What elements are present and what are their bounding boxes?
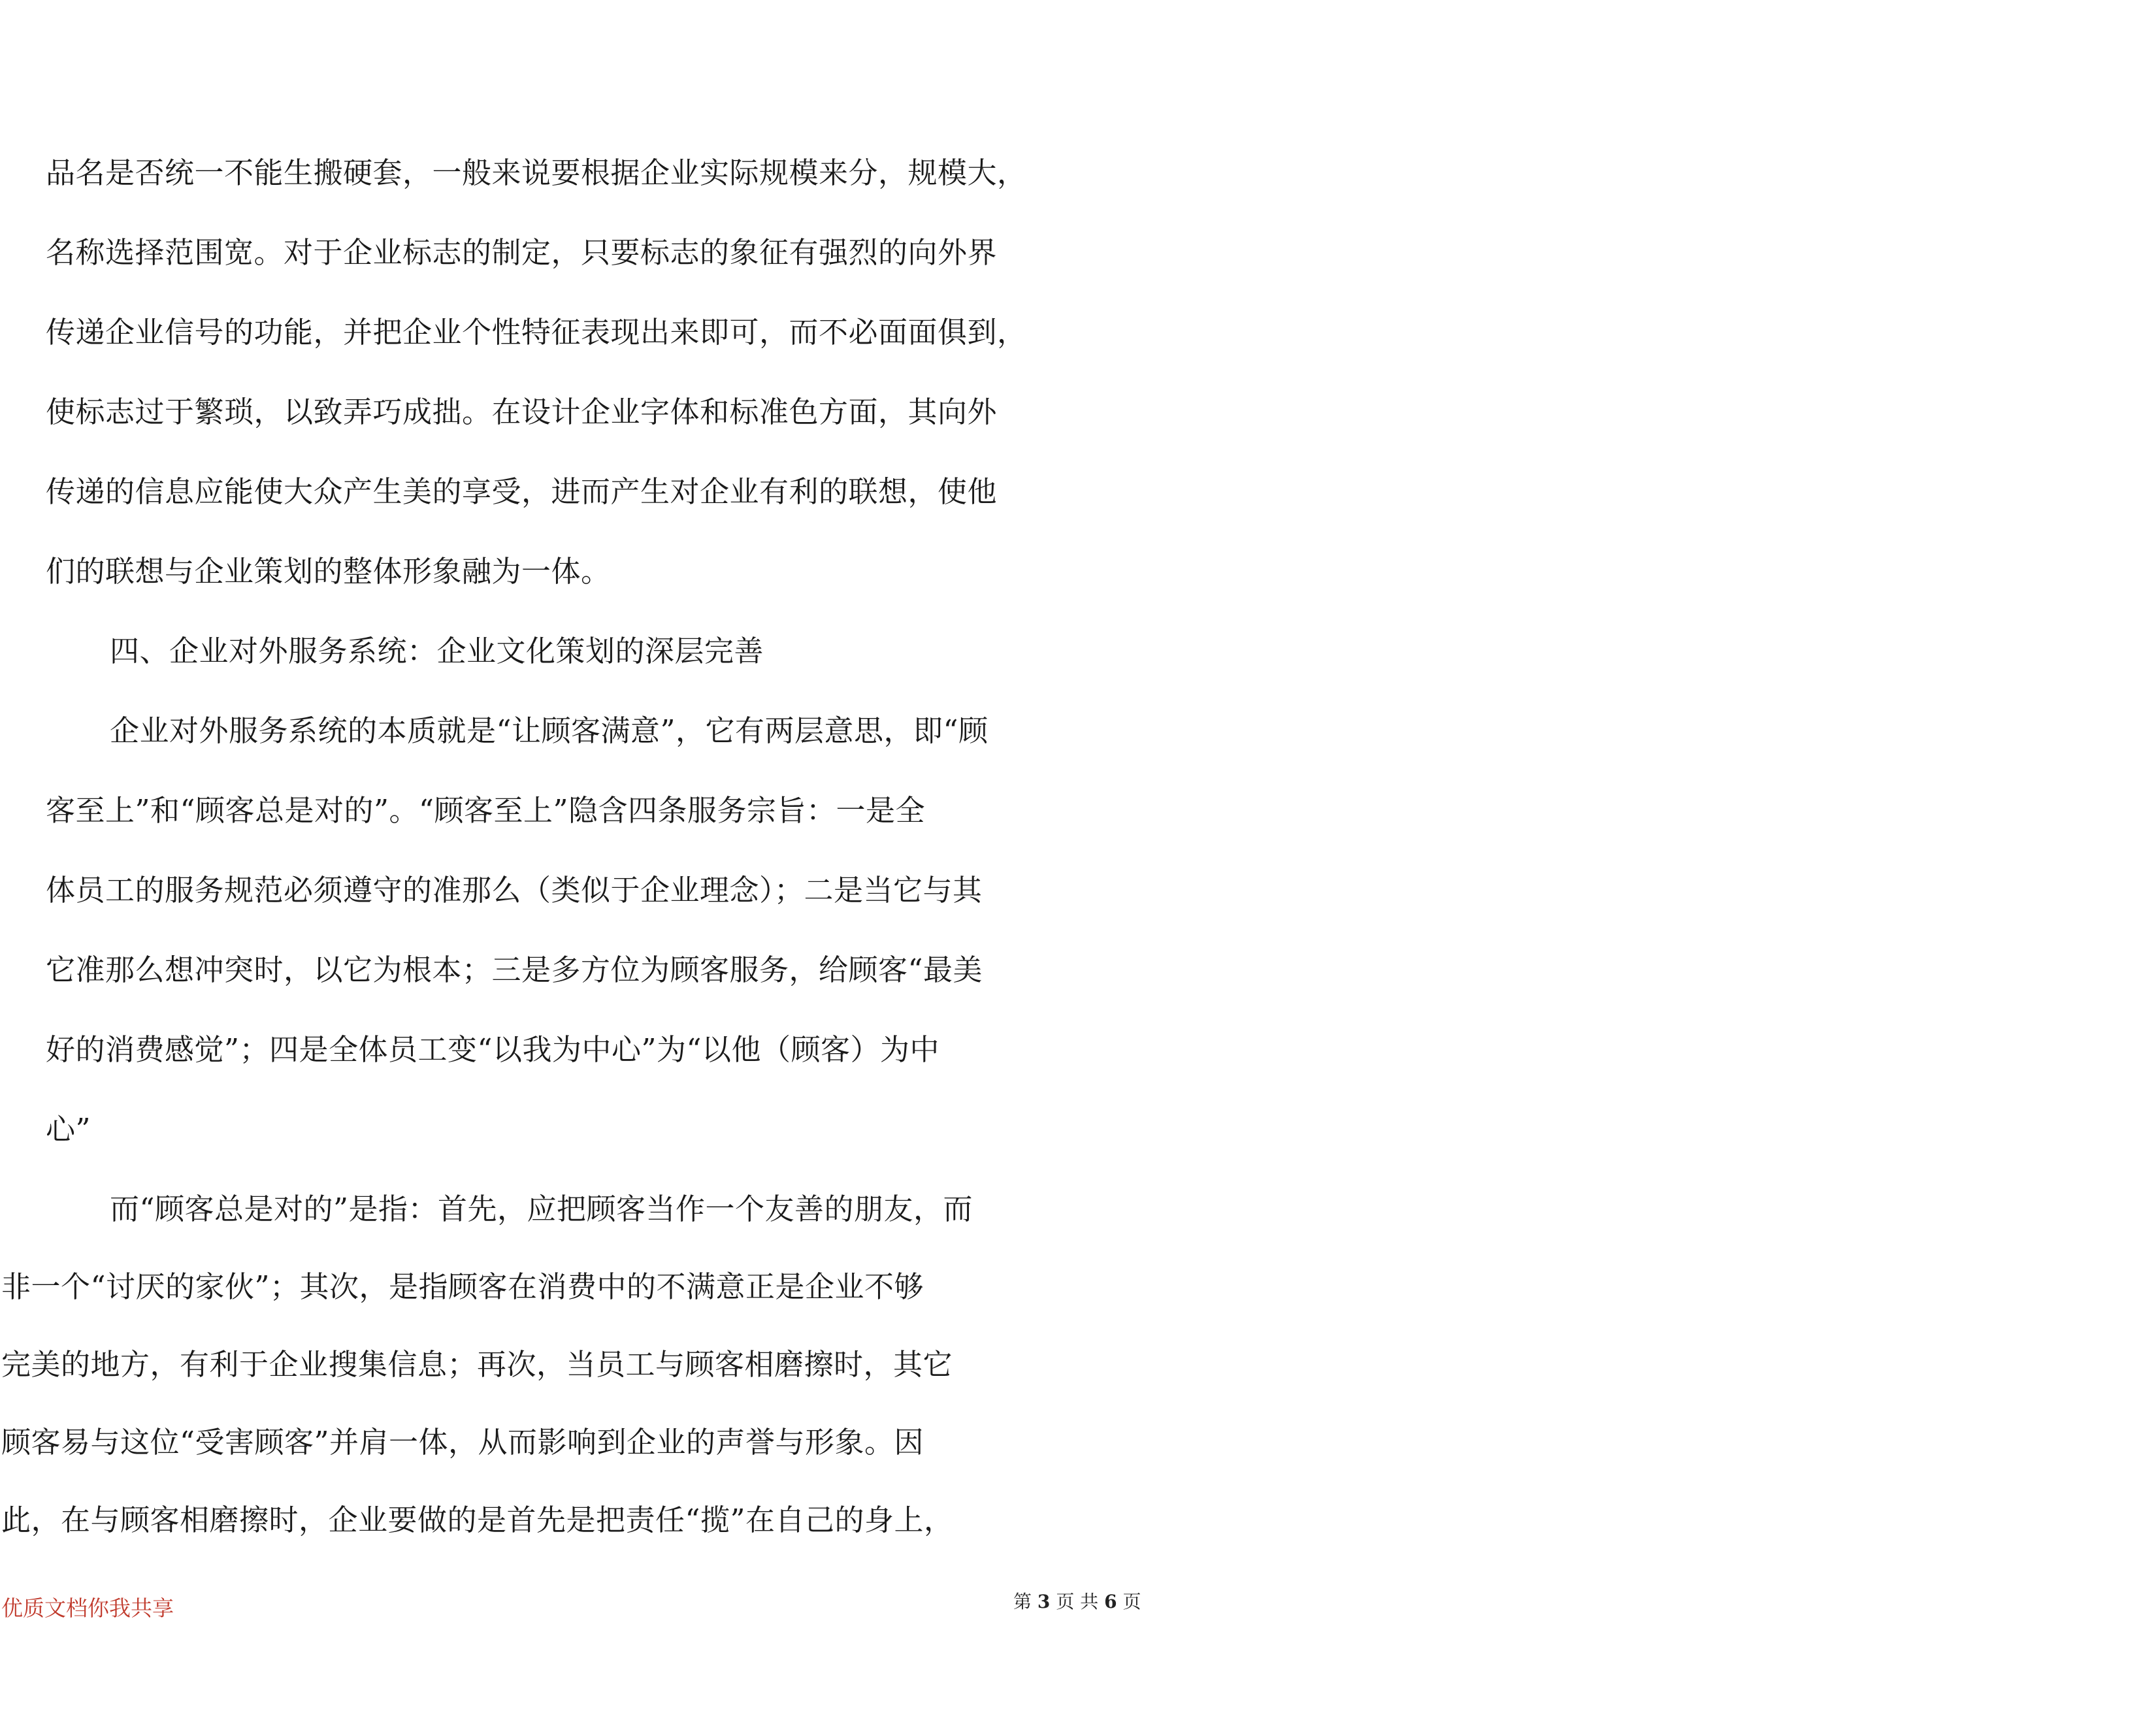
page-total: 6: [1104, 1591, 1117, 1612]
text-line: 使标志过于繁琐，以致弄巧成拙。在设计企业字体和标准色方面，其向外: [46, 395, 998, 429]
text-line: 而“顾客总是对的”是指：首先，应把顾客当作一个友善的朋友，而: [110, 1192, 973, 1226]
text-line: 此，在与顾客相磨擦时，企业要做的是首先是把责任“揽”在自己的身上，: [1, 1503, 954, 1537]
text-line: 企业对外服务系统的本质就是“让顾客满意”，它有两层意思，即“顾: [110, 713, 988, 748]
text-line: 非一个“讨厌的家伙”；其次，是指顾客在消费中的不满意正是企业不够: [1, 1269, 924, 1304]
page-current: 3: [1037, 1591, 1051, 1612]
text-line: 好的消费感觉”；四是全体员工变“以我为中心”为“以他（顾客）为中: [46, 1032, 940, 1067]
text-line: 心”: [46, 1112, 91, 1147]
page-number: [1013, 1588, 1141, 1614]
text-line: 们的联想与企业策划的整体形象融为一体。: [46, 554, 611, 589]
text-line: 体员工的服务规范必须遵守的准那么（类似于企业理念）；二是当它与其: [46, 873, 983, 907]
text-line: 客至上”和“顾客总是对的”。“顾客至上”隐含四条服务宗旨：一是全: [46, 793, 926, 828]
text-line: 传递企业信号的功能，并把企业个性特征表现出来即可，而不必面面俱到，: [46, 315, 1027, 350]
section-heading: 四、企业对外服务系统：企业文化策划的深层完善: [110, 634, 764, 668]
text-line: 完美的地方，有利于企业搜集信息；再次，当员工与顾客相磨擦时，其它: [1, 1347, 953, 1382]
text-line: 名称选择范围宽。对于企业标志的制定，只要标志的象征有强烈的向外界: [46, 235, 998, 270]
text-line: 传递的信息应能使大众产生美的享受，进而产生对企业有利的联想，使他: [46, 474, 998, 509]
footer-watermark: 优质文档你我共享: [1, 1595, 174, 1621]
text-line: 顾客易与这位“受害顾客”并肩一体，从而影响到企业的声誉与形象。因: [1, 1425, 924, 1460]
page-suffix: 页: [1122, 1591, 1141, 1612]
page-prefix: 第: [1013, 1591, 1032, 1612]
text-line: 品名是否统一不能生搬硬套，一般来说要根据企业实际规模来分，规模大，: [46, 155, 1027, 190]
text-line: 它准那么想冲突时，以它为根本；三是多方位为顾客服务，给顾客“最美: [46, 953, 983, 987]
page-mid: 页 共: [1056, 1591, 1099, 1612]
